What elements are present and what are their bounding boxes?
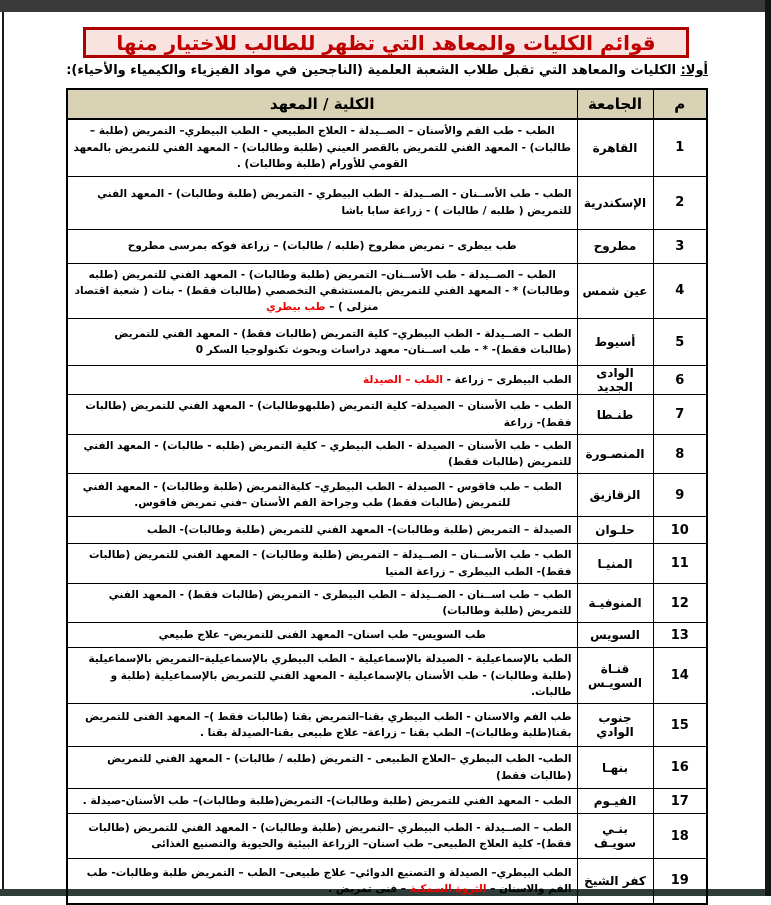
college-list-cell (67, 648, 577, 704)
college-text: – فنى تمريض . (328, 882, 410, 895)
college-list-cell (67, 176, 577, 229)
row-number-cell: 15 (653, 704, 707, 747)
university-name-cell: عين شمس (577, 263, 653, 319)
header-cell-university: الجامعة (577, 89, 653, 119)
college-text: الطب – الصــيدلة - الطب البيطري– كلية التمريض (طالبات فقط) - المعهد الفني للتمريض (طالبات فقط)- * - طب اســنان- معهد دراسات وبحوث تكنولوجيا السكر 0 (114, 328, 572, 357)
row-number-cell: 17 (653, 789, 707, 814)
page-title: قوائم الكليات والمعاهد التي تظهر للطالب للاختيار منها (116, 30, 656, 55)
college-list-cell (67, 434, 577, 474)
table-row (67, 119, 707, 176)
university-name-cell: المنيـا (577, 544, 653, 584)
college-list-cell (67, 474, 577, 517)
university-name-cell: جنوب الوادي (577, 704, 653, 747)
row-number-cell: 8 (653, 434, 707, 474)
university-name-cell: الإسكندرية (577, 176, 653, 229)
table-row (67, 229, 707, 263)
table-row (67, 544, 707, 584)
university-name-cell: كفر الشيخ (577, 859, 653, 904)
table-row (67, 704, 707, 747)
table-row (67, 583, 707, 623)
college-text: الطب بالإسماعيلية - الصيدلة بالإسماعيلية - الطب البيطري بالإسماعيلية–التمريض بالإسماعيلية (طلبة وطالبات) - طب الأسنان بالإسماعيلية - المعهد الفني للتمريض بالإسماعيلية (طلبة و طالبات. (88, 653, 572, 698)
row-number-cell: 12 (653, 583, 707, 623)
college-list-cell (67, 119, 577, 176)
college-list-cell (67, 789, 577, 814)
university-name-cell: بنـي سويـف (577, 814, 653, 859)
college-text: الطب – طب فاقوس - الصيدلة - الطب البيطري– كليةالتمريض (طلبة وطالبات) - المعهد الفني للتمريض (طالبات فقط) طب وجراحة الفم الأسنان –فني تمريض فاقوس. (82, 481, 562, 510)
college-text: الطب – الصــيدلة - طب الأســنان– التمريض (طلبة وطالبات) - المعهد الفني للتمريض (طلبه وطالبات) * - المعهد الفني للتمريض بالمستشفي التخصصي (طالبات فقط) - بنات ( شعبة اقتصاد منزلى ) – (74, 268, 570, 314)
table-body (67, 119, 707, 904)
college-text: طب بيطرى – تمريض مطروح (طلبه / طالبات) – زراعة فوكه بمرسى مطروح (127, 239, 517, 252)
row-number-cell: 2 (653, 176, 707, 229)
college-text: الطب- الطب البيطري –العلاج الطبيعى - التمريض (طلبه / طالبات) - المعهد الفني للتمريض (طالبات فقط) (107, 753, 572, 782)
subtitle-prefix: أولا: (680, 63, 708, 78)
college-list-cell (67, 263, 577, 319)
college-text: الطب - طب الأسنان – الصيدلة– كلية التمريض (طلبهوطالبات) - المعهد الفني للتمريض (طالبات فقط)- زراعة (85, 400, 572, 429)
row-number-cell: 1 (653, 119, 707, 176)
header-cell-number: م (653, 89, 707, 119)
university-name-cell: الفيـوم (577, 789, 653, 814)
college-list-cell (67, 229, 577, 263)
college-list-cell (67, 517, 577, 544)
college-list-cell (67, 747, 577, 789)
university-name-cell: مطروح (577, 229, 653, 263)
university-name-cell: قنـاة السويـس (577, 648, 653, 704)
row-number-cell: 9 (653, 474, 707, 517)
university-name-cell: المنصـورة (577, 434, 653, 474)
university-name-cell: أسيوط (577, 319, 653, 366)
college-text: الطب - طب الأســنان – الصــيدلة – التمريض (طلبة وطالبات) - المعهد الفني للتمريض (طالبات فقط)- الطب البيطرى – زراعة المنيا (88, 549, 572, 578)
table-row (67, 366, 707, 395)
table-row (67, 623, 707, 648)
table-row (67, 789, 707, 814)
row-number-cell: 13 (653, 623, 707, 648)
viewer-right-edge (765, 0, 771, 896)
section-subtitle (60, 63, 708, 78)
row-number-cell: 16 (653, 747, 707, 789)
college-text-highlighted: الطب – الصيدلة (363, 374, 443, 387)
table-row (67, 395, 707, 435)
document-page (4, 12, 765, 895)
row-number-cell: 10 (653, 517, 707, 544)
table-row (67, 859, 707, 904)
college-text: طب السويس– طب اسنان– المعهد الفنى للتمريض– علاج طبيعي (158, 629, 486, 642)
university-name-cell: الزقازيق (577, 474, 653, 517)
college-list-cell (67, 814, 577, 859)
row-number-cell: 4 (653, 263, 707, 319)
table-row (67, 814, 707, 859)
university-name-cell: السويس (577, 623, 653, 648)
college-list-cell (67, 395, 577, 435)
college-text: الطب - طب الأسنان – الصيدلة - الطب البيطري – كلية التمريض (طلبه - طالبات) - المعهد الفني للتمريض (طالبات فقط) (83, 439, 572, 469)
table-row (67, 474, 707, 517)
college-text: الطب - المعهد الفني للتمريض (طلبة وطالبات)- التمريض(طلبة وطالبات)– طب الأسنان-صيدلة . (82, 795, 572, 808)
college-list-cell (67, 859, 577, 904)
row-number-cell: 18 (653, 814, 707, 859)
college-text-highlighted: الثروة السمكية (409, 882, 487, 895)
university-name-cell: المنوفيـة (577, 583, 653, 623)
table-row (67, 648, 707, 704)
university-name-cell: حلـوان (577, 517, 653, 544)
row-number-cell: 6 (653, 366, 707, 395)
colleges-table (66, 88, 708, 905)
table-row (67, 263, 707, 319)
college-text: الطب البيطري– الصيدلة و التصنيع الدوائي– علاج طبيعى– الطب – التمريض طلبة وطالبات- طب الفم والاسنان – (86, 866, 572, 895)
row-number-cell: 19 (653, 859, 707, 904)
college-list-cell (67, 366, 577, 395)
college-text: الطب – الصــيدلة - الطب البيطري –التمريض (طلبة وطالبات) - المعهد الفني للتمريض (طالبات فقط)- كلية العلاج الطبيعى– طب اسنان– الزراعة البيئية والحيوية والتصنيع الغذائى (88, 821, 572, 851)
row-number-cell: 5 (653, 319, 707, 366)
college-text: الطب البيطرى – زراعة - (443, 374, 572, 387)
page-title-box (83, 27, 689, 58)
table-row (67, 434, 707, 474)
subtitle-text: الكليات والمعاهد التي تقبل طلاب الشعبة العلمية (الناجحين في مواد الفيزياء والكيمياء والأحياء): (66, 63, 681, 78)
college-list-cell (67, 583, 577, 623)
university-name-cell: الوادى الجديد (577, 366, 653, 395)
table-row (67, 517, 707, 544)
college-text: طب الفم والاسنان - الطب البيطري بقنا–التمريض بقنا (طالبات فقط )– المعهد الفنى للتمريض بقنا(طلبة وطالبات)– الطب بقنا – زراعة– علاج طبيعى بقنا-الصيدلة بقنا . (85, 710, 572, 740)
viewer-top-bar (0, 0, 771, 12)
college-text: الطب – طب اســنان - الصــيدلة – الطب البيطرى - التمريض (طالبات فقط) - المعهد الفني للتمريض (طلبة وطالبات) (108, 588, 572, 618)
table-row (67, 747, 707, 789)
college-list-cell (67, 623, 577, 648)
row-number-cell: 11 (653, 544, 707, 584)
college-text: الطب - طب الأســنان - الصــيدلة - الطب البيطري - التمريض (طلبة وطالبات) - المعهد الفني للتمريض ( طلبه / طالبات ) - زراعة سابا باشا (97, 188, 572, 217)
college-text-highlighted: طب بيطري (266, 301, 326, 314)
table-header (67, 89, 707, 119)
college-list-cell (67, 704, 577, 747)
college-text: الطب - طب الفم والأسنان – الصــيدلة - العلاج الطبيعي - الطب البيطري– التمريض (طلبة – طالبات) - المعهد الفني للتمريض بالقصر العيني (طلبة وطالبات) - المعهد الفني للتمريض بالمعهد القومي للأورام (طلبة وطالبات) . (73, 125, 572, 170)
row-number-cell: 14 (653, 648, 707, 704)
college-list-cell (67, 319, 577, 366)
table-row (67, 176, 707, 229)
table-header-row (67, 89, 707, 119)
row-number-cell: 3 (653, 229, 707, 263)
header-cell-college: الكلية / المعهد (67, 89, 577, 119)
university-name-cell: بنهـا (577, 747, 653, 789)
college-list-cell (67, 544, 577, 584)
university-name-cell: القاهرة (577, 119, 653, 176)
college-text: الصيدلة – التمريض (طلبة وطالبات)- المعهد الفني للتمريض (طلبة وطالبات)- الطب (146, 524, 572, 537)
table-row (67, 319, 707, 366)
row-number-cell: 7 (653, 395, 707, 435)
university-name-cell: طنـطا (577, 395, 653, 435)
